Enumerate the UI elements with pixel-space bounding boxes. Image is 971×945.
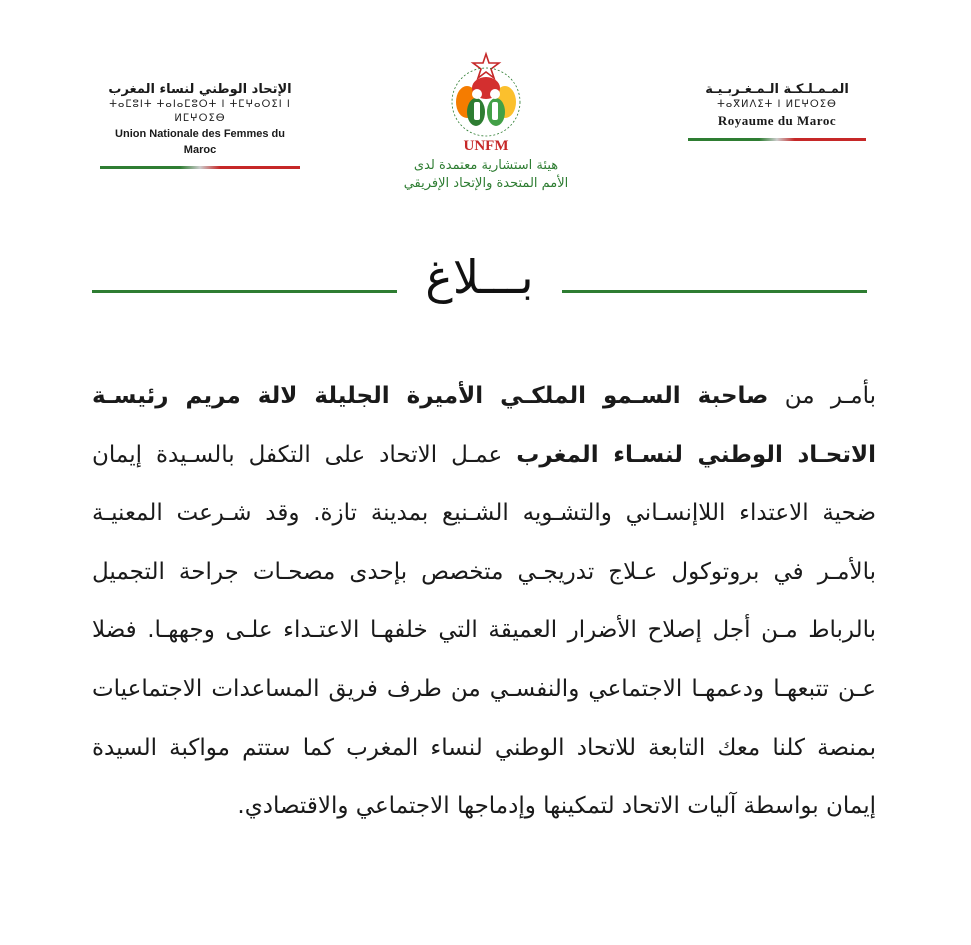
logo-subtitle-line2: الأمم المتحدة والإتحاد الإفريقي xyxy=(403,176,569,191)
communique-body xyxy=(92,367,876,836)
unfm-name-tifinagh: ⵜⴰⵎⵓⵏⵜ ⵜⴰⵏⴰⵎⵓⵔⵜ ⵏ ⵜⵎⵖⴰⵔⵉⵏ ⵏ ⵍⵎⵖⵔⵉⴱ xyxy=(109,99,291,124)
logo-subtitle-line1: هيئة استشارية معتمدة لدى xyxy=(413,158,559,173)
unfm-acronym: UNFM xyxy=(463,138,509,154)
title-rule-right xyxy=(562,290,867,293)
kingdom-name-french: Royaume du Maroc xyxy=(717,113,837,128)
unfm-emblem-icon xyxy=(443,50,529,142)
unfm-header-block xyxy=(100,82,300,169)
unfm-name-french: Union Nationale des Femmes du Maroc xyxy=(115,128,285,156)
flag-color-rule xyxy=(100,166,300,169)
body-text-main: عمـل الاتحاد على التكفل بالسـيدة إيمان ضحية الاعتداء اللاإنسـاني والتشـويه الشـنيع بمدينة تازة. وقد شـرعت المعنيـة بالأمـر في بروتوكول عـلاج تدريجـي متخصص بإحدى مصحـات جراحة التجميل بالرباط مـن أجل إصلاح الأضرار العميقة التي خلفهـا الاعتـداء علـى وجههـا. فضلا عـن تتبعهـا ودعمهـا الاجتماعي والنفسـي من طرف فريق المساعدات الاجتماعيات بمنصة كلنا معك التابعة للاتحاد الوطني لنساء المغرب كما ستتم مواكبة السيدة إيمان بواسطة آليات الاتحاد لتمكينها وإدماجها الاجتماعي والاقتصادي. xyxy=(92,441,876,820)
title-rule-left xyxy=(92,290,397,293)
unfm-name-arabic: الإتحاد الوطني لنساء المغرب xyxy=(108,82,292,97)
flag-color-rule xyxy=(688,138,866,141)
body-text-bold: صاحبة السـمو الملكـي الأميرة الجليلة لالة مريم رئيسـة الاتحـاد الوطني لنسـاء المغرب xyxy=(92,383,876,468)
kingdom-name-tifinagh: ⵜⴰⴳⵍⴷⵉⵜ ⵏ ⵍⵎⵖⵔⵉⴱ xyxy=(717,99,837,110)
document-title: بـــلاغ xyxy=(425,250,534,304)
body-text-intro: بأمـر من xyxy=(768,383,877,409)
kingdom-name-arabic: المـمـلـكـة الـمـغـربـيـة xyxy=(705,82,849,97)
kingdom-header-block xyxy=(688,82,866,141)
unfm-logo xyxy=(388,50,584,200)
